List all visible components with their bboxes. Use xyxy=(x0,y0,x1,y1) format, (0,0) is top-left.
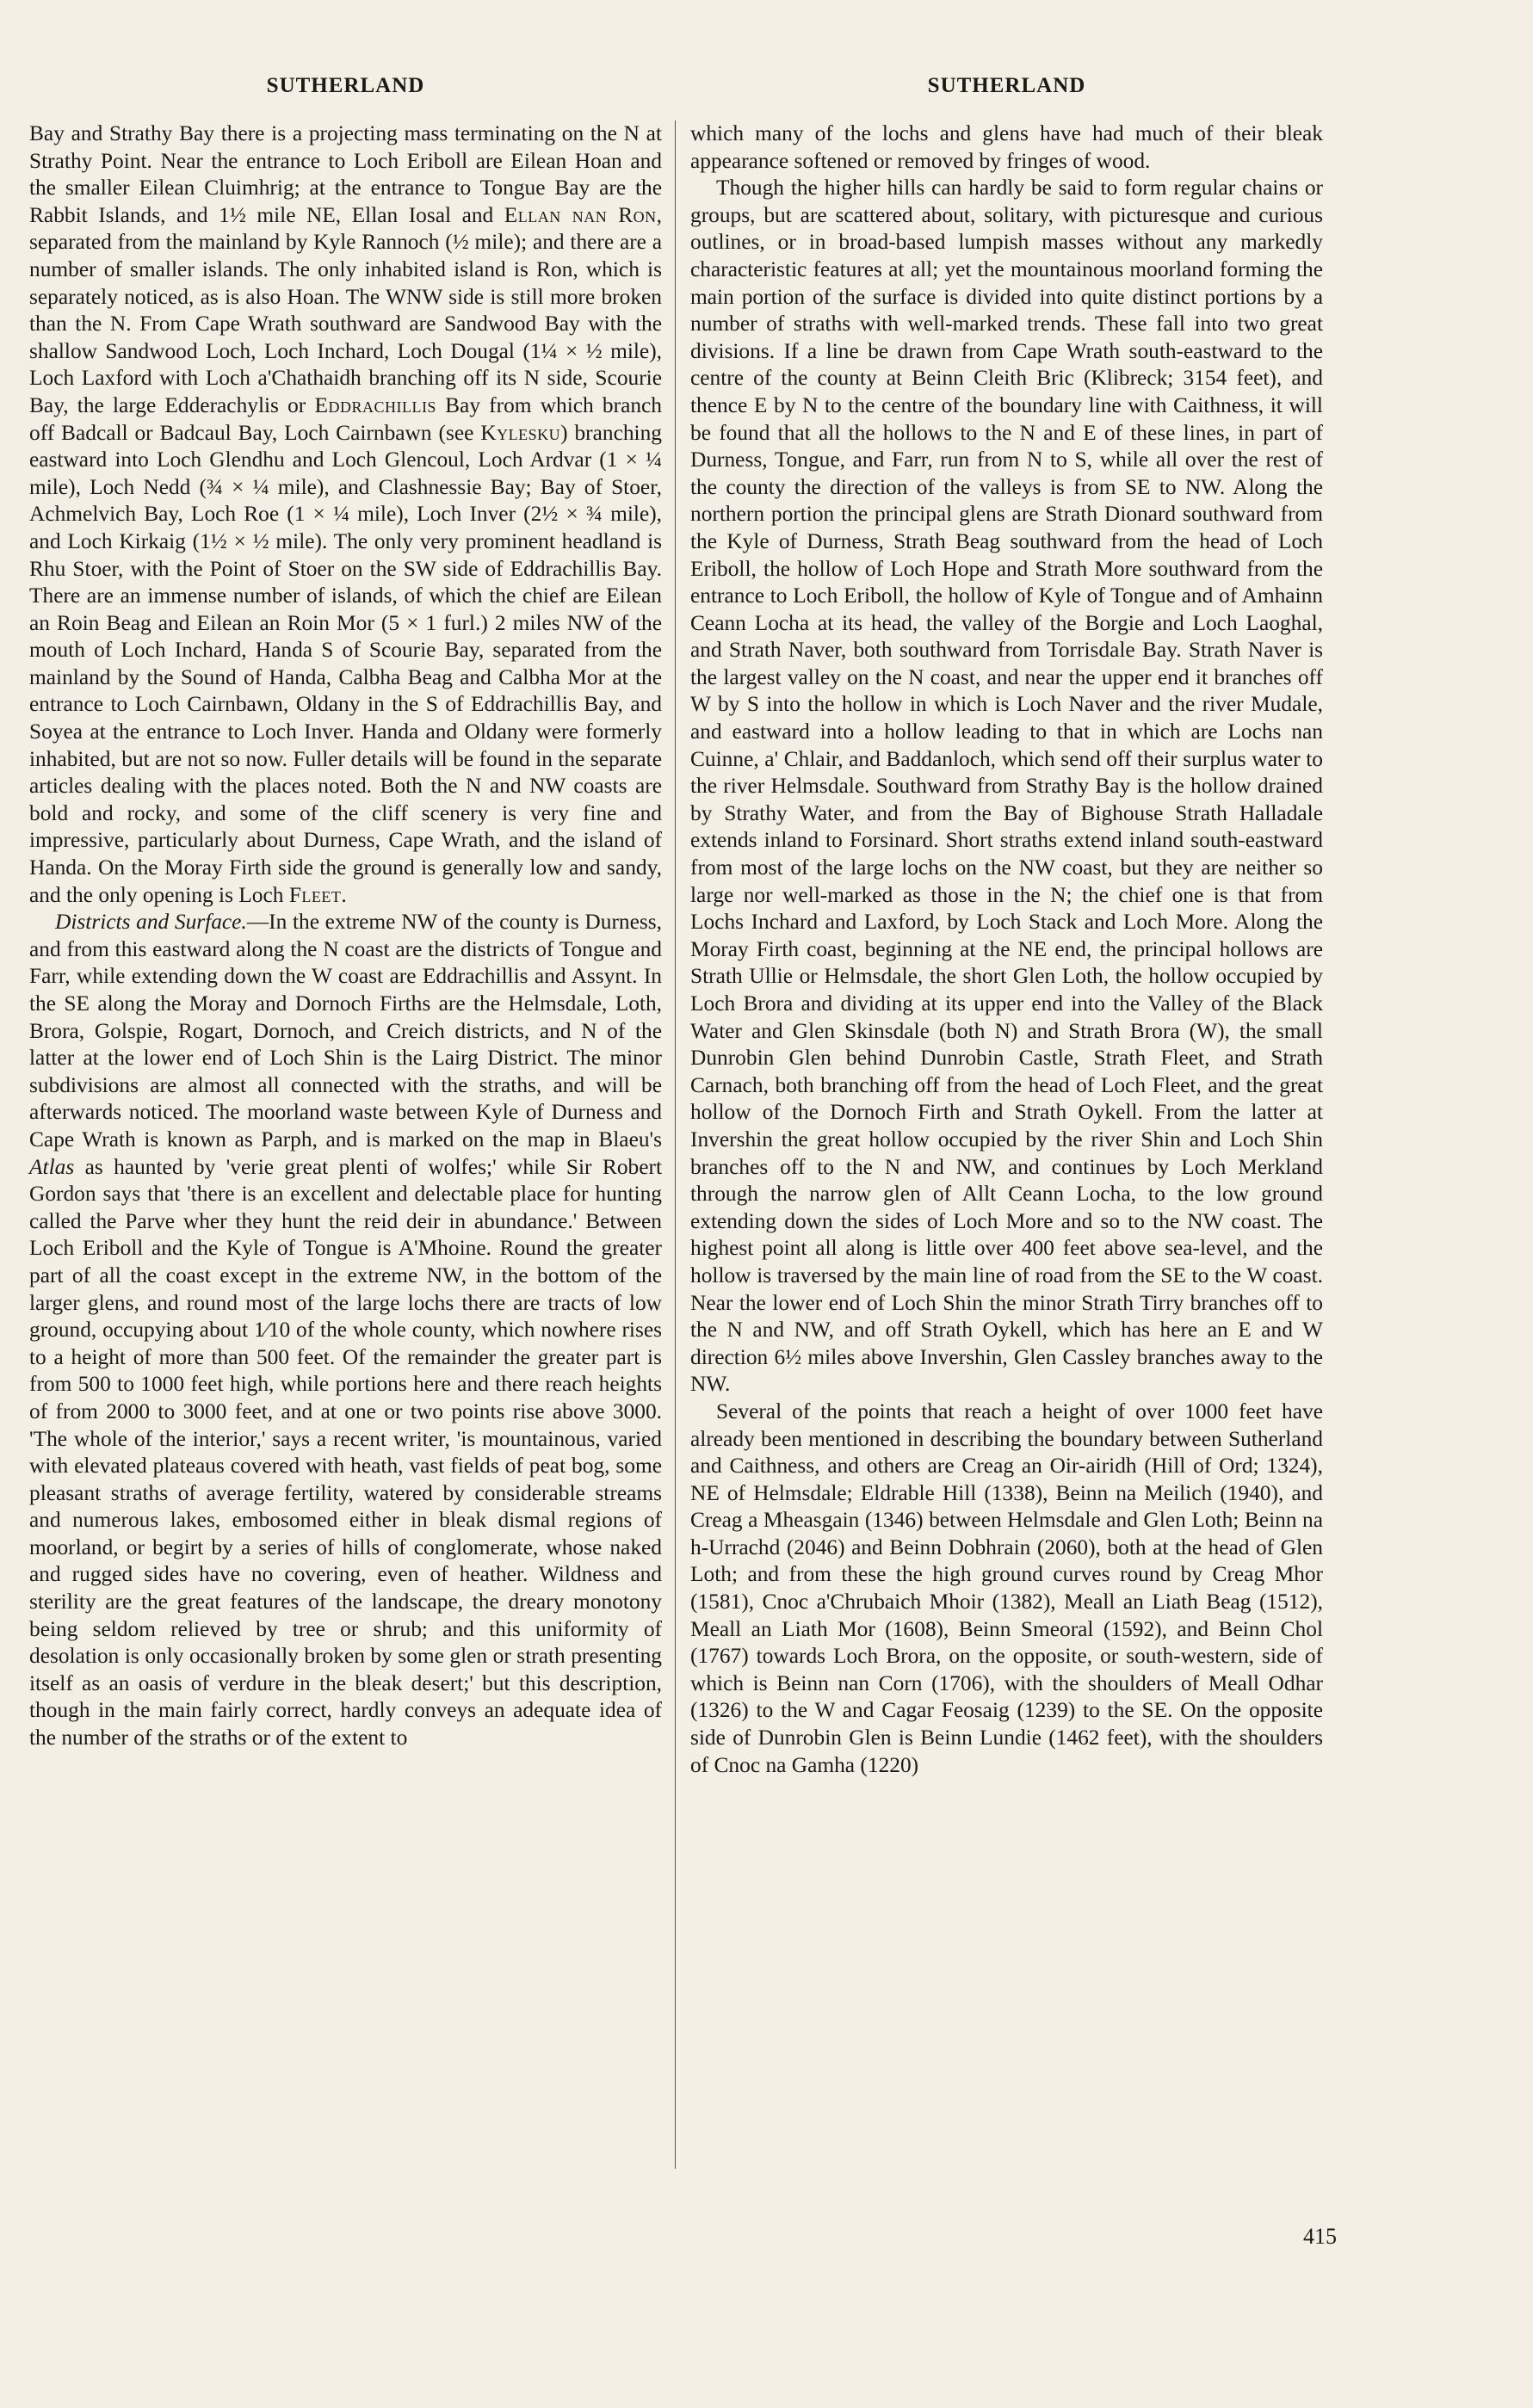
cross-reference: Fleet xyxy=(288,882,342,907)
paragraph-districts xyxy=(29,909,662,1751)
italic-title: Atlas xyxy=(29,1154,75,1179)
running-head-right: SUTHERLAND xyxy=(927,74,1086,97)
text-run: Bay from which branch off Badcall or Badcaul Bay, Loch Cairnbawn (see xyxy=(29,392,663,445)
right-column xyxy=(690,120,1323,1779)
paragraph-straths: Though the higher hills can hardly be said to form regular chains or groups, but are scattered about, solitary, with picturesque and curious outlines, or in broad-based lumpish masses without any markedly characteristic features at all; yet the mountainous moorland forming the main portion of the surface is divided into quite distinct portions by a number of straths with well-marked trends. These fall into two great divisions. If a line be drawn from Cape Wrath south-eastward to the centre of the county at Beinn Cleith Bric (Klibreck; 3154 feet), and thence E by N to the centre of the boundary line with Caithness, it will be found that all the hollows to the N and E of these lines, in part of Durness, Tongue, and Farr, run from N to S, while all over the rest of the county the direction of the valleys is from SE to NW. Along the northern portion the principal glens are Strath Dionard southward from the Kyle of Durness, Strath Beag southward from the head of Loch Eriboll, the hollow of Loch Hope and Strath More southward from the entrance to Loch Eriboll, the hollow of Kyle of Tongue and of Amhainn Ceann Locha at its head, the valley of the Borgie and Loch Laoghal, and Strath Naver, both southward from Torrisdale Bay. Strath Naver is the largest valley on the N coast, and near the upper end it branches off W by S into the hollow in which is Loch Naver and the river Mudale, and eastward into a hollow leading to that in which are Lochs nan Cuinne, a' Chlair, and Baddanloch, which send off their surplus water to the river Helmsdale. Southward from Strathy Bay is the hollow drained by Strathy Water, and from the Bay of Bighouse Strath Halladale extends inland to Forsinard. Short straths extend inland south-eastward from most of the large lochs on the NW coast, but they are neither so large nor well-marked as those in the N; the chief one is that from Lochs Inchard and Laxford, by Loch Stack and Loch More. Along the Moray Firth coast, beginning at the NE end, the principal hollows are Strath Ullie or Helmsdale, the short Glen Loth, the hollow occupied by Loch Brora and dividing at its upper end into the Valley of the Black Water and Glen Skinsdale (both N) and Strath Brora (W), the small Dunrobin Glen behind Dunrobin Castle, Strath Fleet, and Strath Carnach, both branching off from the head of Loch Fleet, and the great hollow of the Dornoch Firth and Strath Oykell. From the latter at Invershin the great hollow occupied by the river Shin and Loch Shin branches off to the N and NW, and continues by Loch Merkland through the narrow glen of Allt Ceann Locha, to the low ground extending down the sides of Loch More and so to the NW coast. The highest point all along is little over 400 feet above sea-level, and the hollow is traversed by the main line of road from the SE to the W coast. Near the lower end of Loch Shin the minor Strath Tirry branches off to the N and NW, and off Strath Oykell, which has here an E and W direction 6½ miles above Invershin, Glen Cassley branches away to the NW. xyxy=(690,176,1323,1397)
running-head-left: SUTHERLAND xyxy=(266,74,425,97)
text-run: Bay and Strathy Bay there is a projecting mass terminating on the N at Strathy Point. Near the entrance to Loch Eriboll are Eilean Hoan and the smaller Eilean Cluimhrig; at the entrance to Tongue Bay are the Rabbit Islands, and 1½ mile NE, Ellan Iosal and xyxy=(29,121,662,227)
text-run: . xyxy=(341,882,347,907)
section-heading: Districts and Surface. xyxy=(55,910,247,935)
text-run: as haunted by 'verie great plenti of wolfes;' while Sir Robert Gordon says that 'there is an excellent and delectable place for hunting called the Parve wher they hunt the reid deir in abundance.' Between Loch Eriboll and the Kyle of Tongue is A'Mhoine. Round the greater part of all the coast except in the extreme NW, in the bottom of the larger glens, and round most of the large lochs there are tracts of low ground, occupying about 1⁄10 of the whole county, which nowhere rises to a height of more than 500 feet. Of the remainder the greater part is from 500 to 1000 feet high, while portions here and there reach heights of from 2000 to 3000 feet, and at one or two points rise above 3000. 'The whole of the interior,' says a recent writer, 'is mountainous, varied with elevated plateaus covered with heath, vast fields of peat bog, some pleasant straths of average fertility, watered by considerable streams and numerous lakes, embosomed either in bleak dismal regions of moorland, or begirt by a series of hills of conglomerate, whose naked and rugged sides have no covering, even of heather. Wildness and sterility are the great features of the landscape, the dreary monotony being seldom relieved by tree or shrub; and this uniformity of desolation is only occasionally broken by some glen or strath presenting itself as an oasis of verdure in the bleak desert;' but this description, though in the main fairly correct, hardly conveys an adequate idea of the number of the straths or of the extent to xyxy=(29,1154,662,1750)
document-page xyxy=(29,74,1338,2312)
paragraph-continuation: which many of the lochs and glens have had much of their bleak appearance softened or removed by fringes of wood. xyxy=(690,121,1323,173)
text-run: , separated from the mainland by Kyle Rannoch (½ mile); and there are a number of smaller islands. The only inhabited island is Ron, which is separately noticed, as is also Hoan. The WNW side is still more broken than the N. From Cape Wrath southward are Sandwood Bay with the shallow Sandwood Loch, Loch Inchard, Loch Dougal (1¼ × ½ mile), Loch Laxford with Loch a'Chathaidh branching off its N side, Scourie Bay, the large Edderachylis or xyxy=(29,202,663,417)
paragraph-heights: Several of the points that reach a height of over 1000 feet have already been mentioned in describing the boundary between Sutherland and Caithness, and others are Creag an Oir-airidh (Hill of Ord; 1324), NE of Helmsdale; Eldrable Hill (1338), Beinn na Meilich (1940), and Creag a Mheasgain (1346) between Helmsdale and Glen Loth; Beinn na h-Urrachd (2046) and Beinn Dobhrain (2060), both at the head of Glen Loth; and from these the high ground curves round by Creag Mhor (1581), Cnoc a'Chrubaich Mhoir (1382), Meall an Liath Beag (1512), Meall an Liath Mor (1608), Beinn Smeoral (1592), and Beinn Chol (1767) towards Loch Brora, on the opposite, or south-western, side of which is Beinn nan Corn (1706), with the shoulders of Meall Odhar (1326) to the W and Cagar Feosaig (1239) to the SE. On the opposite side of Dunrobin Glen is Beinn Lundie (1462 feet), with the shoulders of Cnoc na Gamha (1220) xyxy=(690,1398,1323,1777)
cross-reference: Eddrachillis xyxy=(314,392,436,417)
paragraph-coast xyxy=(29,120,662,909)
left-column xyxy=(29,120,662,1752)
column-divider xyxy=(675,120,676,2169)
cross-reference: Kylesku xyxy=(480,420,561,445)
running-headers xyxy=(29,74,1338,108)
text-run: ) branching eastward into Loch Glendhu and Loch Glencoul, Loch Ardvar (1 × ¼ mile), Loch Nedd (¾ × ¼ mile), and Clashnessie Bay; Bay of Stoer, Achmelvich Bay, Loch Roe (1 × ¼ mile), Loch Inver (2½ × ¾ mile), and Loch Kirkaig (1½ × ½ mile). The only very prominent headland is Rhu Stoer, with the Point of Stoer on the SW side of Eddrachillis Bay. There are an immense number of islands, of which the chief are Eilean an Roin Beag and Eilean an Roin Mor (5 × 1 furl.) 2 miles NW of the mouth of Loch Inchard, Handa S of Scourie Bay, separated from the mainland by the Sound of Handa, Calbha Beag and Calbha Mor at the entrance to Loch Cairnbawn, Oldany in the S of Eddrachillis Bay, and Soyea at the entrance to Loch Inver. Handa and Oldany were formerly inhabited, but are not so now. Fuller details will be found in the separate articles dealing with the places noted. Both the N and NW coasts are bold and rocky, and some of the cliff scenery is very fine and impressive, particularly about Durness, Cape Wrath, and the island of Handa. On the Moray Firth side the ground is generally low and sandy, and the only opening is Loch xyxy=(29,420,662,907)
page-number: 415 xyxy=(1303,2224,1337,2249)
cross-reference: Ellan nan Ron xyxy=(504,202,657,227)
text-run: —In the extreme NW of the county is Durness, and from this eastward along the N coast are the districts of Tongue and Farr, while extending down the W coast are Eddrachillis and Assynt. In the SE along the Moray and Dornoch Firths are the Helmsdale, Loth, Brora, Golspie, Rogart, Dornoch, and Creich districts, and N of the latter at the lower end of Loch Shin is the Lairg District. The minor subdivisions are almost all connected with the straths, and will be afterwards noticed. The moorland waste between Kyle of Durness and Cape Wrath is known as Parph, and is marked on the map in Blaeu's xyxy=(29,910,662,1152)
